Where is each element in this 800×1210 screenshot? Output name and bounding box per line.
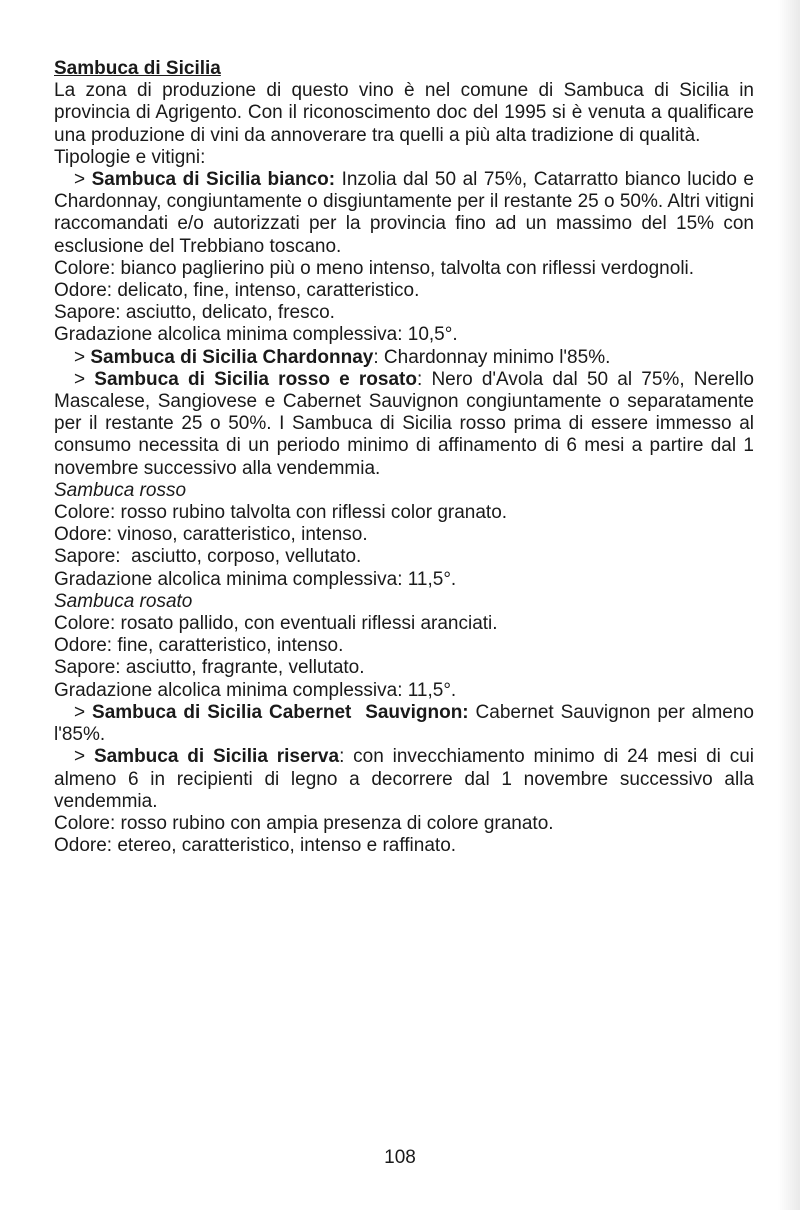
riserva-odore: Odore: etereo, caratteristico, intenso e raffinato.: [54, 835, 457, 857]
entry-name: Sambuca di Sicilia bianco:: [91, 169, 336, 191]
entry-name: Sambuca di Sicilia riserva: [93, 746, 340, 768]
entry-text: Cabernet Sauvignon per almeno l'85%.: [54, 701, 755, 746]
bianco-gradazione: Gradazione alcolica minima complessiva: 10,5°.: [54, 324, 458, 346]
intro-paragraph: La zona di produzione di questo vino è nel comune di Sambuca di Sicilia in provincia di Agrigento. Con il riconoscimento doc del 1995 si è venuta a qualificare una produzione di vini da annoverare tra quelli a più alta tradizione di qualità.: [54, 80, 754, 146]
rosso-odore: Odore: vinoso, caratteristico, intenso.: [54, 524, 368, 546]
entry-text: : con invecchiamento minimo di 24 mesi di cui almeno 6 in recipienti di legno a decorrere dal 1 novembre successivo alla vendemmia.: [54, 746, 754, 812]
entry-cabernet: [54, 702, 754, 746]
entry-marker: >: [74, 346, 91, 368]
section-title: Sambuca di Sicilia: [54, 58, 221, 79]
rosato-colore: Colore: rosato pallido, con eventuali riflessi aranciati.: [54, 613, 498, 635]
entry-marker: >: [74, 701, 93, 723]
rosato-sapore: Sapore: asciutto, fragrante, vellutato.: [54, 657, 365, 679]
entry-name: Sambuca di Sicilia Chardonnay: [90, 346, 374, 368]
entry-riserva: [54, 746, 754, 813]
bianco-sapore: Sapore: asciutto, delicato, fresco.: [54, 302, 335, 324]
rosato-odore: Odore: fine, caratteristico, intenso.: [54, 635, 344, 657]
tipologie-label: Tipologie e vitigni:: [54, 146, 206, 168]
entry-text: : Nero d'Avola dal 50 al 75%, Nerello Mascalese, Sangiovese e Cabernet Sauvignon congiuntamente o separatamente per il restante 25 o 50%. I Sambuca di Sicilia rosso prima di essere immesso al consumo necessita di un periodo minimo di affinamento di 6 mesi a partire dal 1 novembre successivo alla vendemmia.: [54, 368, 754, 479]
rosso-sapore: Sapore: asciutto, corposo, vellutato.: [54, 546, 362, 568]
rosso-gradazione: Gradazione alcolica minima complessiva: 11,5°.: [54, 568, 457, 590]
entry-marker: >: [74, 368, 95, 390]
page-body: [54, 58, 754, 857]
entry-rosso-rosato: [54, 369, 754, 480]
entry-text: Inzolia dal 50 al 75%, Catarratto bianco lucido e Chardonnay, congiuntamente o disgiuntamente per il restante 25 o 50%. Altri vitigni raccomandati e/o autorizzati per la provincia fino ad un massimo del 15% con esclusione del Trebbiano toscano.: [54, 169, 754, 257]
entry-name: Sambuca di Sicilia Cabernet Sauvignon:: [92, 701, 469, 723]
riserva-colore: Colore: rosso rubino con ampia presenza di colore granato.: [54, 812, 554, 834]
entry-marker: >: [74, 169, 92, 191]
bianco-odore: Odore: delicato, fine, intenso, caratteristico.: [54, 280, 420, 302]
entry-marker: >: [74, 746, 94, 768]
entry-chardonnay: [54, 347, 754, 369]
rosso-colore: Colore: rosso rubino talvolta con riflessi color granato.: [54, 502, 508, 524]
rosato-subtitle: Sambuca rosato: [54, 590, 193, 612]
entry-text: : Chardonnay minimo l'85%.: [373, 346, 611, 368]
entry-name: Sambuca di Sicilia rosso e rosato: [94, 368, 417, 390]
entry-bianco: [54, 169, 754, 258]
rosato-gradazione: Gradazione alcolica minima complessiva: 11,5°.: [54, 679, 457, 701]
page-number: 108: [384, 1147, 416, 1168]
bianco-colore: Colore: bianco paglierino più o meno intenso, talvolta con riflessi verdognoli.: [54, 257, 695, 279]
page-edge-shadow: [778, 0, 800, 1210]
rosso-subtitle: Sambuca rosso: [54, 479, 187, 501]
